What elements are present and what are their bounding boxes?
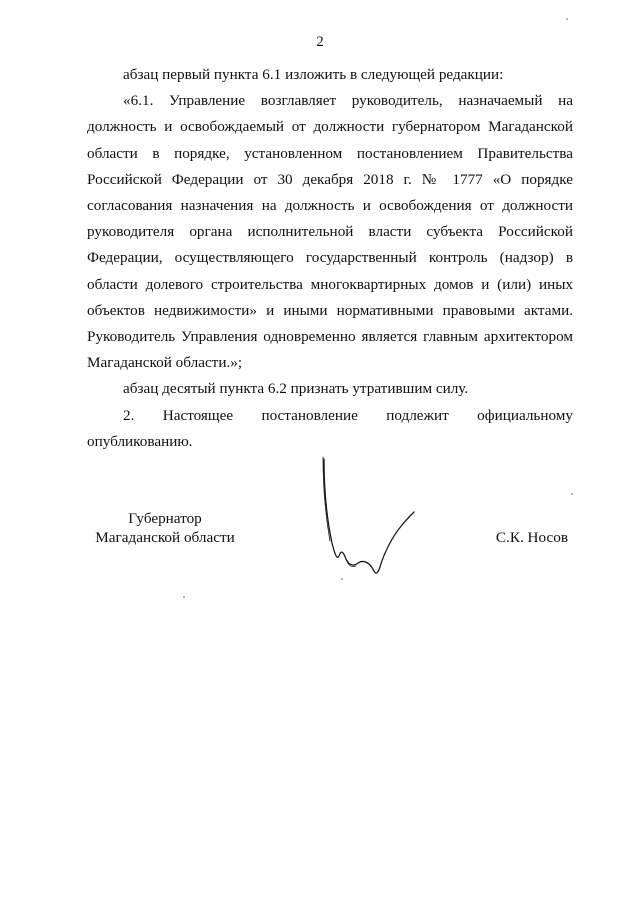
scan-speck	[183, 596, 185, 598]
signatory-position-line2: Магаданской области	[95, 529, 235, 546]
document-body	[87, 62, 573, 455]
scan-speck	[571, 493, 573, 495]
signatory-name: С.К. Носов	[495, 529, 568, 546]
paragraph-clause-6-1: «6.1. Управление возглавляет руководитель, назначаемый на должность и освобождаемый от должности губернатором Магаданской области в порядке, установленном постановлением Правительства Российской Федерации от 30 декабря 2018 г. № 1777 «О порядке согласования назначения на должность и освобождения от должности руководителя органа исполнительной власти субъекта Российской Федерации, осуществляющего государственный контроль (надзор) в области долевого строительства многоквартирных домов и (или) иных объектов недвижимости» и иными нормативными правовыми актами. Руководитель Управления одновременно является главным архитектором Магаданской области.»;	[87, 92, 573, 372]
scan-speck	[341, 578, 343, 580]
paragraph-publication: 2. Настоящее постановление подлежит официальному опубликованию.	[87, 406, 573, 450]
paragraph-clause-6-2: абзац десятый пункта 6.2 признать утратившим силу.	[123, 380, 469, 398]
scan-speck	[566, 18, 568, 20]
signatory-position	[85, 509, 245, 547]
handwritten-signature	[318, 455, 428, 590]
signatory-position-line1: Губернатор	[128, 510, 202, 527]
page-number: 2	[316, 34, 324, 50]
paragraph-amendment-intro: абзац первый пункта 6.1 изложить в следующей редакции:	[123, 66, 504, 83]
